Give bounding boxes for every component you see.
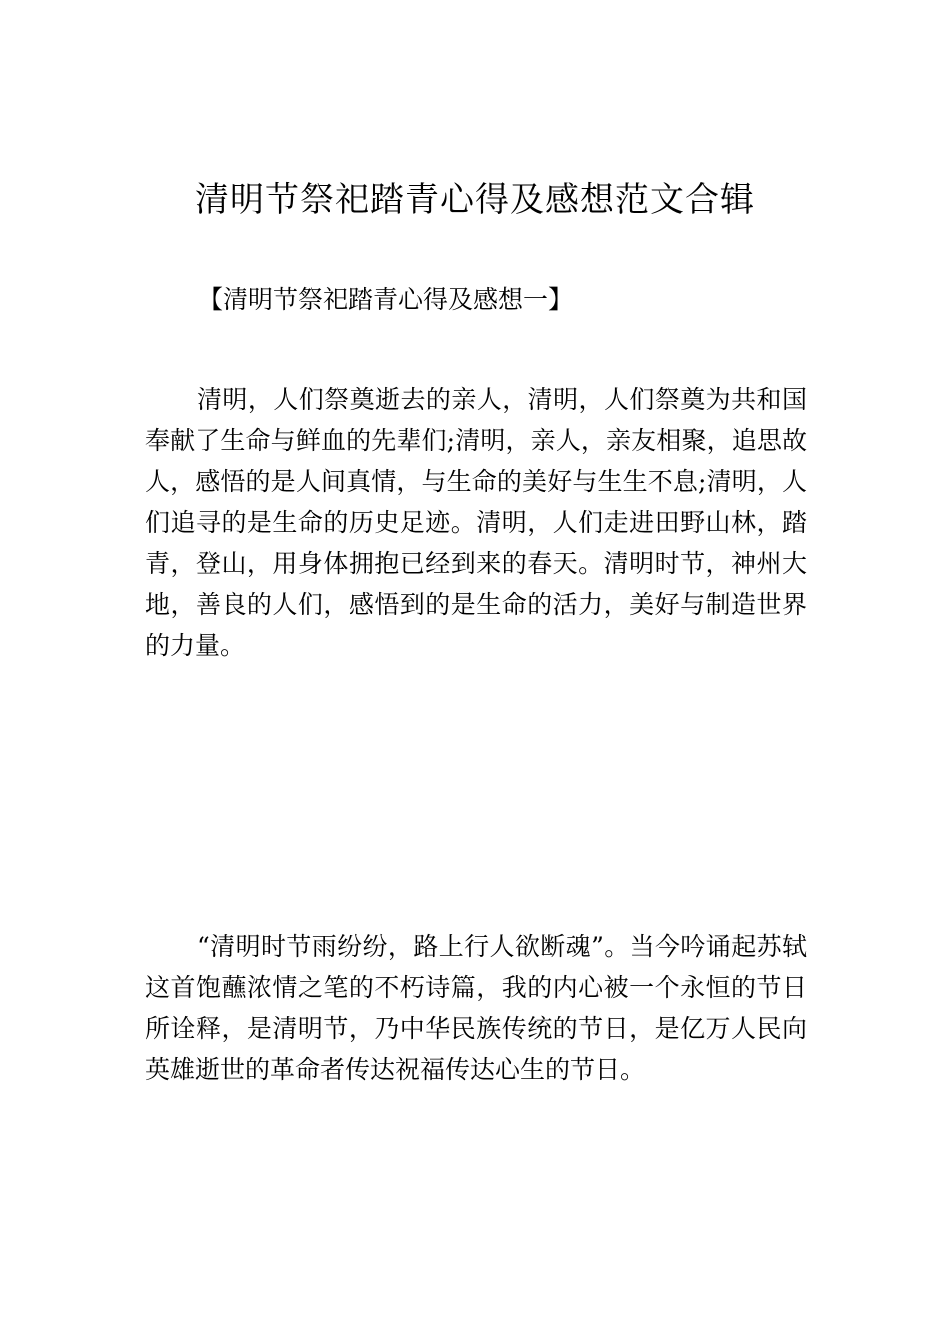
body-paragraph-2: “清明时节雨纷纷，路上行人欲断魂”。当今吟诵起苏轼这首饱蘸浓情之笔的不朽诗篇，我的内心被一个永恒的节日所诠释，是清明节，乃中华民族传统的节日，是亿万人民向英雄逝世的革命者传达祝福传达心生的节日。: [145, 932, 807, 1084]
section-heading: 【清明节祭祀踏青心得及感想一】: [198, 285, 574, 314]
document-title: 清明节祭祀踏青心得及感想范文合辑: [195, 180, 755, 220]
body-paragraph-1: 清明，人们祭奠逝去的亲人，清明，人们祭奠为共和国奉献了生命与鲜血的先辈们;清明，亲人，亲友相聚，追思故人，感悟的是人间真情，与生命的美好与生生不息;清明，人们追寻的是生命的历史足迹。清明，人们走进田野山林，踏青，登山，用身体拥抱已经到来的春天。清明时节，神州大地，善良的人们，感悟到的是生命的活力，美好与制造世界的力量。: [145, 385, 807, 660]
